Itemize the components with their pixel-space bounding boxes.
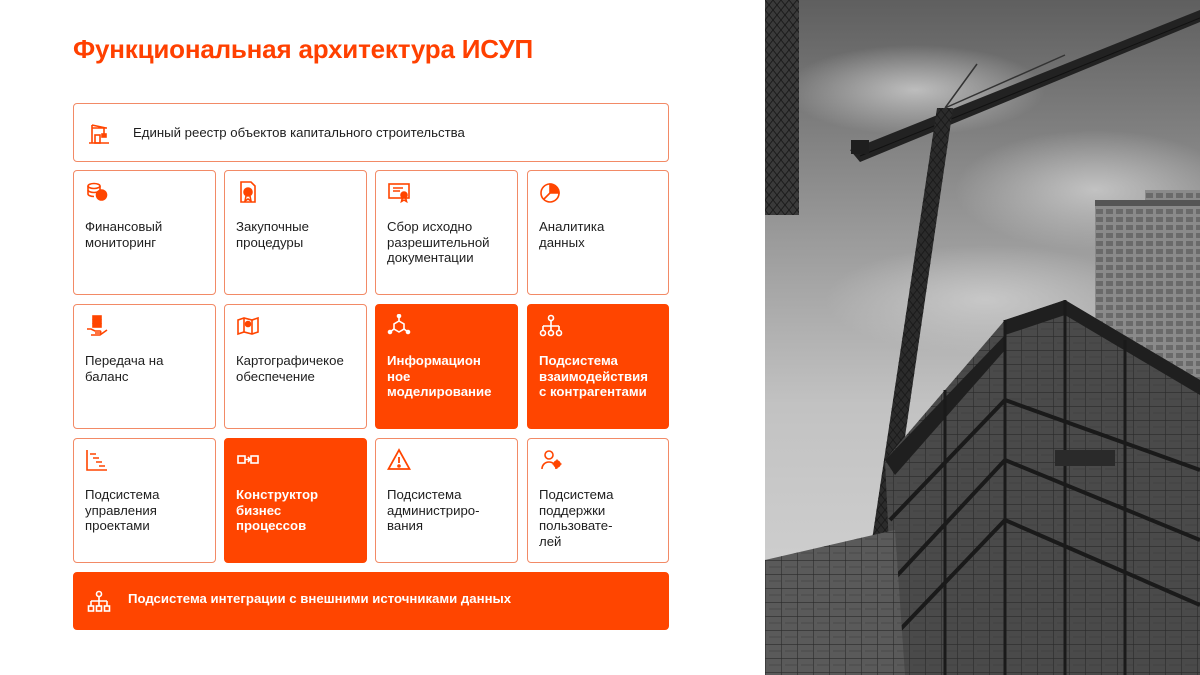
card-cartography[interactable] bbox=[224, 304, 367, 429]
card-procurement[interactable] bbox=[224, 170, 367, 295]
page-title: Функциональная архитектура ИСУП bbox=[73, 34, 533, 64]
card-project-management[interactable] bbox=[73, 438, 216, 563]
document-badge-icon bbox=[236, 180, 260, 204]
gantt-icon bbox=[85, 448, 109, 472]
process-blocks-icon bbox=[236, 448, 260, 472]
card-documentation[interactable] bbox=[375, 170, 518, 295]
card-label: Закупочные процедуры bbox=[236, 219, 309, 250]
card-label: Конструктор бизнес процессов bbox=[236, 487, 319, 533]
card-balance-transfer[interactable] bbox=[73, 304, 216, 429]
registry-label: Единый реестр объектов капитального строительства bbox=[133, 125, 465, 140]
card-finance[interactable] bbox=[73, 170, 216, 295]
certificate-icon bbox=[387, 180, 411, 204]
cube-network-icon bbox=[387, 314, 411, 338]
registry-card[interactable] bbox=[73, 103, 669, 162]
card-label: Подсистема поддержки пользовате- лей bbox=[539, 487, 614, 549]
card-label: Аналитика данных bbox=[539, 219, 605, 250]
card-analytics[interactable] bbox=[527, 170, 669, 295]
coins-icon bbox=[85, 180, 109, 204]
map-icon bbox=[236, 314, 260, 338]
card-administration[interactable] bbox=[375, 438, 518, 563]
integration-card[interactable] bbox=[73, 572, 669, 630]
card-process-builder[interactable] bbox=[224, 438, 367, 563]
card-label: Картографичекое обеспечение bbox=[236, 353, 344, 384]
support-gear-icon bbox=[539, 448, 563, 472]
warning-icon bbox=[387, 448, 411, 472]
construction-photo bbox=[765, 0, 1200, 675]
card-information-modeling[interactable] bbox=[375, 304, 518, 429]
card-label: Подсистема администриро- вания bbox=[387, 487, 480, 533]
card-label: Финансовый мониторинг bbox=[85, 219, 163, 250]
hand-coins-icon bbox=[85, 314, 109, 338]
card-label: Подсистема взаимодействия с контрагентами bbox=[539, 353, 648, 399]
people-network-icon bbox=[539, 314, 563, 338]
card-label: Сбор исходно разрешительной документации bbox=[387, 219, 490, 265]
pie-chart-icon bbox=[539, 180, 563, 204]
card-user-support[interactable] bbox=[527, 438, 669, 563]
crane-icon bbox=[87, 121, 111, 145]
card-label: Передача на баланс bbox=[85, 353, 164, 384]
card-label: Информацион ное моделирование bbox=[387, 353, 492, 399]
card-label: Подсистема управления проектами bbox=[85, 487, 160, 533]
card-counterparty-interaction[interactable] bbox=[527, 304, 669, 429]
hierarchy-icon bbox=[87, 590, 111, 614]
integration-label: Подсистема интеграции с внешними источниками данных bbox=[128, 591, 512, 606]
